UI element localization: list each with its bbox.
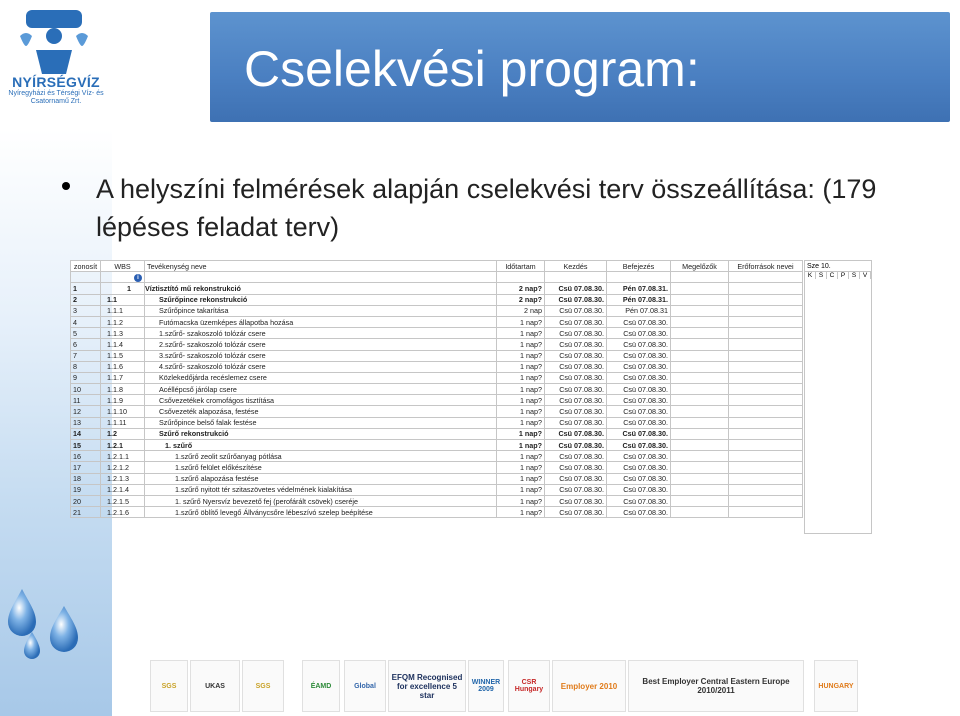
cert-logo: SGS	[242, 660, 284, 712]
table-row[interactable]	[71, 495, 803, 506]
cell-id: 14	[71, 428, 101, 439]
cert-logo: SGS	[150, 660, 188, 712]
cell-id: 9	[71, 372, 101, 383]
cell-finish: Csü 07.08.30.	[607, 395, 671, 406]
cell-start: Csü 07.08.30.	[545, 495, 607, 506]
cell-finish: Csü 07.08.30.	[607, 406, 671, 417]
cell-name: 1. szűrő	[145, 440, 497, 451]
info-cell-empty	[145, 272, 497, 283]
cell-resources	[729, 361, 803, 372]
cell-id: 5	[71, 328, 101, 339]
cell-resources	[729, 417, 803, 428]
cell-wbs: 1.2.1.2	[101, 462, 145, 473]
cell-finish: Csü 07.08.30.	[607, 339, 671, 350]
cell-predecessors	[671, 484, 729, 495]
cell-duration: 1 nap?	[497, 339, 545, 350]
cell-finish: Csü 07.08.30.	[607, 428, 671, 439]
cell-finish: Csü 07.08.30.	[607, 316, 671, 327]
header-name: Tevékenység neve	[145, 261, 497, 272]
cell-name: 1. szűrő Nyersvíz bevezető fej (perofárált csövek) cseréje	[145, 495, 497, 506]
cell-id: 13	[71, 417, 101, 428]
cell-name: Szűrőpince rekonstrukció	[145, 294, 497, 305]
cell-predecessors	[671, 316, 729, 327]
day-label: S	[816, 272, 827, 279]
cell-resources	[729, 462, 803, 473]
certification-logos	[150, 660, 960, 712]
cell-predecessors	[671, 507, 729, 518]
bullet-dot	[62, 182, 70, 190]
cert-logo: EFQM Recognised for excellence 5 star	[388, 660, 466, 712]
header-predecessors: Megelőzők	[671, 261, 729, 272]
info-icon[interactable]: i	[134, 274, 142, 282]
cell-duration: 1 nap?	[497, 417, 545, 428]
cell-predecessors	[671, 406, 729, 417]
cell-resources	[729, 350, 803, 361]
cell-name: 1.szűrő alapozása festése	[145, 473, 497, 484]
cell-duration: 2 nap?	[497, 283, 545, 294]
cell-name: 1.szűrő öblítő levegő Állványcsőre lébeszívó szelep beépítése	[145, 507, 497, 518]
cell-resources	[729, 440, 803, 451]
cell-id: 7	[71, 350, 101, 361]
cell-duration: 1 nap?	[497, 406, 545, 417]
table-row[interactable]	[71, 484, 803, 495]
cell-id: 3	[71, 305, 101, 316]
cell-start: Csü 07.08.30.	[545, 294, 607, 305]
cell-duration: 1 nap?	[497, 428, 545, 439]
cell-start: Csü 07.08.30.	[545, 417, 607, 428]
cell-finish: Pén 07.08.31	[607, 305, 671, 316]
info-cell-empty	[71, 272, 101, 283]
cell-duration: 1 nap?	[497, 316, 545, 327]
week-label: Sze 10.	[807, 263, 831, 270]
cell-resources	[729, 316, 803, 327]
cell-start: Csü 07.08.30.	[545, 451, 607, 462]
table-row[interactable]	[71, 361, 803, 372]
cell-wbs: 1.2.1.5	[101, 495, 145, 506]
cell-resources	[729, 339, 803, 350]
cell-start: Csü 07.08.30.	[545, 283, 607, 294]
cell-name: Csővezetékek cromofágos tisztítása	[145, 395, 497, 406]
cell-name: 1.szűrő nyitott tér szitaszövetes védelmének kialakítása	[145, 484, 497, 495]
table-row[interactable]	[71, 428, 803, 439]
cell-duration: 1 nap?	[497, 451, 545, 462]
cell-name: Futómacska üzemképes állapotba hozása	[145, 316, 497, 327]
cell-resources	[729, 328, 803, 339]
table-row[interactable]	[71, 294, 803, 305]
cell-wbs: 1.1.11	[101, 417, 145, 428]
cell-wbs: 1.2.1.6	[101, 507, 145, 518]
cell-start: Csü 07.08.30.	[545, 440, 607, 451]
table-body	[71, 283, 803, 518]
cell-wbs: 1.2	[101, 428, 145, 439]
cell-start: Csü 07.08.30.	[545, 339, 607, 350]
cell-finish: Pén 07.08.31.	[607, 283, 671, 294]
cell-finish: Csü 07.08.30.	[607, 495, 671, 506]
cell-start: Csü 07.08.30.	[545, 384, 607, 395]
cell-resources	[729, 395, 803, 406]
table-row[interactable]	[71, 440, 803, 451]
cell-start: Csü 07.08.30.	[545, 507, 607, 518]
cell-duration: 1 nap?	[497, 507, 545, 518]
cell-duration: 1 nap?	[497, 495, 545, 506]
cell-resources	[729, 294, 803, 305]
bullet-text: A helyszíni felmérések alapján cselekvési terv összeállítása: (179 lépéses feladat terv)	[96, 174, 877, 242]
table-row[interactable]	[71, 384, 803, 395]
cell-id: 15	[71, 440, 101, 451]
cert-logo: Best Employer Central Eastern Europe 2010/2011	[628, 660, 804, 712]
cell-name: Csővezeték alapozása, festése	[145, 406, 497, 417]
cell-name: Acéllépcső járólap csere	[145, 384, 497, 395]
table-row[interactable]	[71, 350, 803, 361]
day-label: K	[805, 272, 816, 279]
cell-duration: 2 nap?	[497, 294, 545, 305]
cell-predecessors	[671, 283, 729, 294]
table-row[interactable]	[71, 406, 803, 417]
table-row[interactable]	[71, 417, 803, 428]
cell-wbs: 1	[101, 283, 145, 294]
cell-start: Csü 07.08.30.	[545, 428, 607, 439]
cell-id: 12	[71, 406, 101, 417]
cell-name: Szűrőpince belső falak festése	[145, 417, 497, 428]
info-cell-empty	[607, 272, 671, 283]
cell-finish: Csü 07.08.30.	[607, 361, 671, 372]
table-row[interactable]	[71, 395, 803, 406]
cell-id: 11	[71, 395, 101, 406]
cell-wbs: 1.1.6	[101, 361, 145, 372]
cell-duration: 2 nap	[497, 305, 545, 316]
cell-resources	[729, 484, 803, 495]
header-start: Kezdés	[545, 261, 607, 272]
cell-start: Csü 07.08.30.	[545, 406, 607, 417]
cell-wbs: 1.1.10	[101, 406, 145, 417]
cell-start: Csü 07.08.30.	[545, 316, 607, 327]
cell-name: 1.szűrő felület előkészítése	[145, 462, 497, 473]
cell-wbs: 1.1.3	[101, 328, 145, 339]
header-id: zonosít	[71, 261, 101, 272]
info-cell-icon	[101, 272, 145, 283]
cell-wbs: 1.2.1	[101, 440, 145, 451]
cell-resources	[729, 507, 803, 518]
cell-name: Víztisztító mű rekonstrukció	[145, 283, 497, 294]
cert-logo: ÉAMD	[302, 660, 340, 712]
cell-resources	[729, 283, 803, 294]
cell-name: Szűrő rekonstrukció	[145, 428, 497, 439]
cell-resources	[729, 428, 803, 439]
cell-finish: Csü 07.08.30.	[607, 417, 671, 428]
table-row[interactable]	[71, 339, 803, 350]
cell-resources	[729, 384, 803, 395]
day-label: C	[827, 272, 838, 279]
cell-wbs: 1.2.1.3	[101, 473, 145, 484]
cell-predecessors	[671, 328, 729, 339]
cert-logo: WINNER 2009	[468, 660, 504, 712]
cell-finish: Csü 07.08.30.	[607, 462, 671, 473]
cell-start: Csü 07.08.30.	[545, 395, 607, 406]
cell-name: 1.szűrő- szakoszoló tolózár csere	[145, 328, 497, 339]
cell-id: 8	[71, 361, 101, 372]
cert-logo: CSR Hungary	[508, 660, 550, 712]
cell-id: 10	[71, 384, 101, 395]
cell-predecessors	[671, 361, 729, 372]
cell-resources	[729, 495, 803, 506]
logo-subtitle: Nyíregyházi és Térségi Víz- és Csatornamű Zrt.	[8, 90, 104, 105]
cell-predecessors	[671, 495, 729, 506]
water-drops-decoration	[2, 584, 92, 664]
info-cell-empty	[545, 272, 607, 283]
cell-id: 20	[71, 495, 101, 506]
cell-finish: Csü 07.08.30.	[607, 473, 671, 484]
cell-finish: Csü 07.08.30.	[607, 451, 671, 462]
cell-finish: Csü 07.08.30.	[607, 372, 671, 383]
cell-name: 2.szűrő- szakoszoló tolózár csere	[145, 339, 497, 350]
cell-wbs: 1.2.1.4	[101, 484, 145, 495]
cell-wbs: 1.1.1	[101, 305, 145, 316]
cert-logo: HUNGARY	[814, 660, 858, 712]
table-row[interactable]	[71, 473, 803, 484]
info-cell-empty	[497, 272, 545, 283]
project-plan-table-wrapper	[70, 260, 870, 532]
cell-predecessors	[671, 417, 729, 428]
cell-id: 1	[71, 283, 101, 294]
cell-duration: 1 nap?	[497, 473, 545, 484]
cell-id: 16	[71, 451, 101, 462]
cell-id: 19	[71, 484, 101, 495]
cert-logo: Employer 2010	[552, 660, 626, 712]
cell-wbs: 1.1.5	[101, 350, 145, 361]
cell-predecessors	[671, 440, 729, 451]
project-plan-table	[70, 260, 803, 518]
cell-predecessors	[671, 339, 729, 350]
cell-start: Csü 07.08.30.	[545, 372, 607, 383]
timeline-panel	[804, 260, 872, 534]
cell-id: 2	[71, 294, 101, 305]
cell-duration: 1 nap?	[497, 484, 545, 495]
day-label: S	[849, 272, 860, 279]
table-row[interactable]	[71, 305, 803, 316]
table-row[interactable]	[71, 507, 803, 518]
cell-id: 6	[71, 339, 101, 350]
cell-finish: Csü 07.08.30.	[607, 328, 671, 339]
cell-duration: 1 nap?	[497, 350, 545, 361]
cell-resources	[729, 406, 803, 417]
cell-wbs: 1.1.8	[101, 384, 145, 395]
day-label: V	[860, 272, 871, 279]
cell-predecessors	[671, 395, 729, 406]
cell-id: 17	[71, 462, 101, 473]
cell-finish: Csü 07.08.30.	[607, 507, 671, 518]
cell-start: Csü 07.08.30.	[545, 350, 607, 361]
cell-resources	[729, 305, 803, 316]
cell-predecessors	[671, 384, 729, 395]
cell-start: Csü 07.08.30.	[545, 484, 607, 495]
cell-id: 21	[71, 507, 101, 518]
slide-title: Cselekvési program:	[244, 41, 700, 97]
header-duration: Időtartam	[497, 261, 545, 272]
cell-duration: 1 nap?	[497, 328, 545, 339]
cell-name: Közlekedőjárda recéslemez csere	[145, 372, 497, 383]
table-info-row	[71, 272, 803, 283]
cell-start: Csü 07.08.30.	[545, 462, 607, 473]
header-resources: Erőforrások nevei	[729, 261, 803, 272]
day-label: P	[838, 272, 849, 279]
table-row[interactable]	[71, 372, 803, 383]
table-header-row	[71, 261, 803, 272]
info-cell-empty	[671, 272, 729, 283]
cell-finish: Pén 07.08.31.	[607, 294, 671, 305]
cell-wbs: 1.1	[101, 294, 145, 305]
cell-name: 1.szűrő zeolit szűrőanyag pótlása	[145, 451, 497, 462]
cell-duration: 1 nap?	[497, 462, 545, 473]
cell-start: Csü 07.08.30.	[545, 305, 607, 316]
cell-wbs: 1.1.4	[101, 339, 145, 350]
cell-wbs: 1.1.2	[101, 316, 145, 327]
cell-predecessors	[671, 350, 729, 361]
cell-duration: 1 nap?	[497, 395, 545, 406]
cell-predecessors	[671, 294, 729, 305]
cell-predecessors	[671, 451, 729, 462]
cell-wbs: 1.1.9	[101, 395, 145, 406]
table-row[interactable]	[71, 451, 803, 462]
logo-name: NYÍRSÉGVÍZ	[12, 74, 100, 90]
cell-wbs: 1.2.1.1	[101, 451, 145, 462]
cell-duration: 1 nap?	[497, 440, 545, 451]
cell-finish: Csü 07.08.30.	[607, 384, 671, 395]
cell-finish: Csü 07.08.30.	[607, 350, 671, 361]
cell-duration: 1 nap?	[497, 372, 545, 383]
cell-resources	[729, 372, 803, 383]
cell-start: Csü 07.08.30.	[545, 361, 607, 372]
cell-name: 4.szűrő- szakoszoló tolózár csere	[145, 361, 497, 372]
cell-finish: Csü 07.08.30.	[607, 484, 671, 495]
cell-id: 4	[71, 316, 101, 327]
cell-finish: Csü 07.08.30.	[607, 440, 671, 451]
cell-resources	[729, 451, 803, 462]
day-labels	[805, 271, 871, 279]
cell-name: Szűrőpince takarítása	[145, 305, 497, 316]
info-cell-empty	[729, 272, 803, 283]
cert-logo: Global	[344, 660, 386, 712]
header-wbs: WBS	[101, 261, 145, 272]
cell-name: 3.szűrő- szakoszoló tolózár csere	[145, 350, 497, 361]
cell-predecessors	[671, 462, 729, 473]
cell-duration: 1 nap?	[497, 361, 545, 372]
cell-wbs: 1.1.7	[101, 372, 145, 383]
cell-start: Csü 07.08.30.	[545, 473, 607, 484]
cert-logo: UKAS	[190, 660, 240, 712]
table-row[interactable]	[71, 283, 803, 294]
cell-predecessors	[671, 372, 729, 383]
table-row[interactable]	[71, 328, 803, 339]
table-row[interactable]	[71, 462, 803, 473]
cell-duration: 1 nap?	[497, 384, 545, 395]
cell-id: 18	[71, 473, 101, 484]
cell-predecessors	[671, 428, 729, 439]
cell-resources	[729, 473, 803, 484]
cell-predecessors	[671, 305, 729, 316]
cell-predecessors	[671, 473, 729, 484]
cell-start: Csü 07.08.30.	[545, 328, 607, 339]
table-row[interactable]	[71, 316, 803, 327]
header-finish: Befejezés	[607, 261, 671, 272]
